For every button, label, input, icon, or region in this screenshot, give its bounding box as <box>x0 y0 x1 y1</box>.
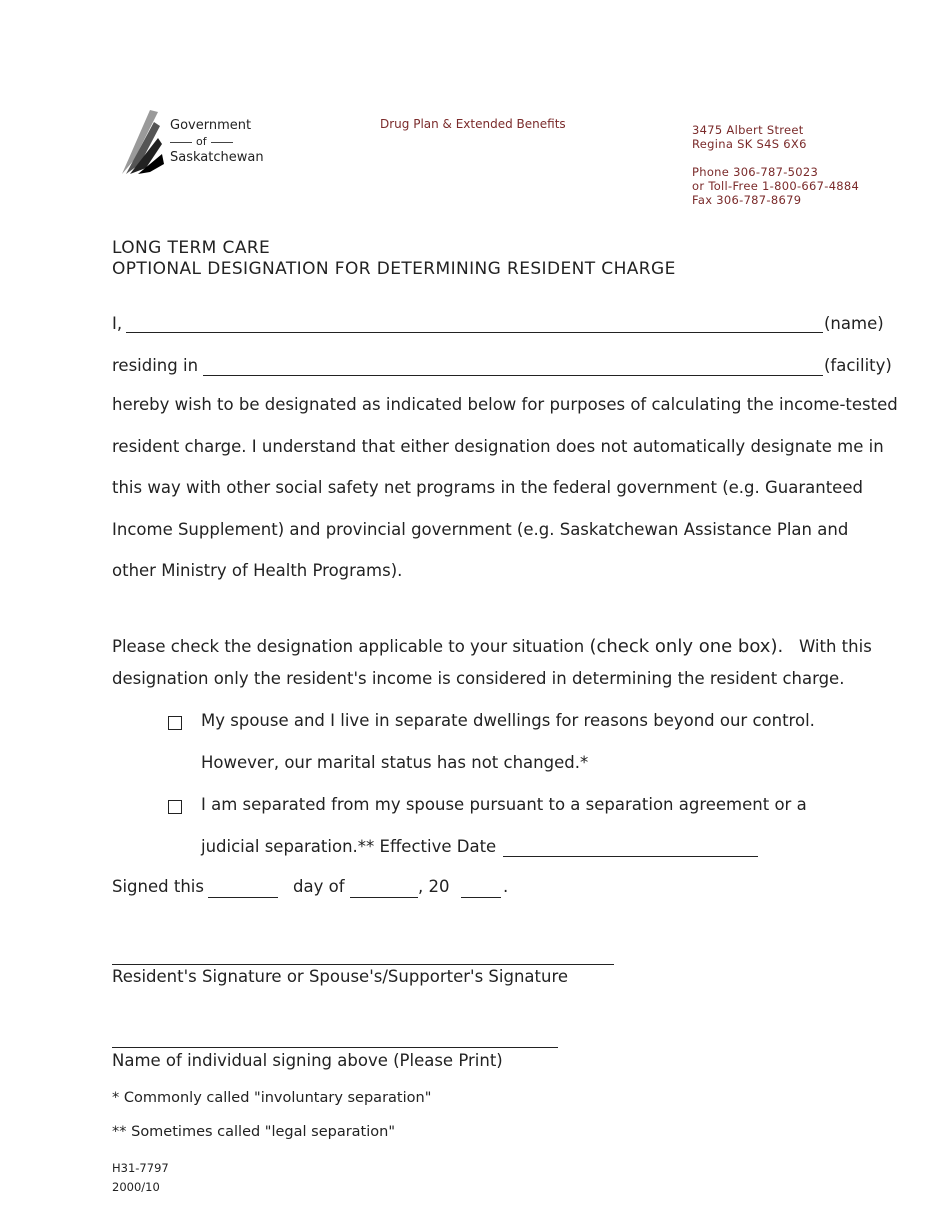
designation-paragraph <box>112 384 902 592</box>
option-1-line-1: My spouse and I live in separate dwellings for reasons beyond our control. <box>201 711 815 730</box>
instruction-part-3: With this <box>798 637 872 656</box>
instruction-line-2: designation only the resident's income is considered in determining the resident charge. <box>112 669 845 688</box>
paragraph-line-2: resident charge. I understand that either designation does not automatically designate me in <box>112 436 884 456</box>
instruction-paragraph <box>112 631 902 695</box>
facility-suffix: (facility) <box>824 356 892 375</box>
facility-input-line[interactable] <box>203 375 823 376</box>
form-title <box>112 238 676 280</box>
footnote-2: ** Sometimes called "legal separation" <box>112 1124 396 1140</box>
instruction-part-2: (check only one box). <box>589 636 784 657</box>
signed-month-input-line[interactable] <box>350 897 418 898</box>
signature-input-line[interactable] <box>112 964 614 965</box>
facility-prefix: residing in <box>112 356 199 375</box>
signed-day-input-line[interactable] <box>208 897 278 898</box>
option-1-checkbox[interactable] <box>168 716 182 730</box>
form-title-line-2: OPTIONAL DESIGNATION FOR DETERMINING RESIDENT CHARGE <box>112 259 676 279</box>
form-date: 2000/10 <box>112 1180 160 1194</box>
address-street: 3475 Albert Street <box>692 123 804 137</box>
option-1-line-2: However, our marital status has not changed.* <box>201 753 589 772</box>
address-city: Regina SK S4S 6X6 <box>692 137 807 151</box>
form-code-block <box>112 1159 169 1197</box>
option-2-line-2: judicial separation.** Effective Date <box>201 837 497 856</box>
instruction-part-1: Please check the designation applicable to your situation <box>112 637 585 656</box>
footnote-1: * Commonly called "involuntary separation" <box>112 1090 432 1106</box>
address-tollfree: or Toll-Free 1-800-667-4884 <box>692 179 860 193</box>
paragraph-line-5: other Ministry of Health Programs). <box>112 561 403 580</box>
signed-period: . <box>503 877 509 896</box>
name-input-line[interactable] <box>126 332 823 333</box>
logo-line-2: of <box>196 135 207 148</box>
logo-rule-left <box>170 142 192 143</box>
signed-this-label: Signed this <box>112 877 204 896</box>
option-1-text <box>201 700 881 784</box>
form-title-line-1: LONG TERM CARE <box>112 238 271 258</box>
option-2-checkbox[interactable] <box>168 800 182 814</box>
wheat-sheaf-logo-icon <box>120 108 170 176</box>
option-2-line-1: I am separated from my spouse pursuant to a separation agreement or a <box>201 795 807 814</box>
logo-of-row <box>170 134 264 150</box>
address-gap <box>692 151 859 165</box>
name-prefix: I, <box>112 314 123 333</box>
form-code: H31-7797 <box>112 1161 169 1175</box>
day-of-label: day of <box>293 877 345 896</box>
paragraph-line-3: this way with other social safety net programs in the federal government (e.g. Guaranteed <box>112 478 863 497</box>
paragraph-line-1: hereby wish to be designated as indicated below for purposes of calculating the income-tested <box>112 395 898 414</box>
logo-line-1: Government <box>170 118 252 133</box>
department-name: Drug Plan & Extended Benefits <box>380 117 566 131</box>
effective-date-input-line[interactable] <box>503 856 758 857</box>
address-fax: Fax 306-787-8679 <box>692 193 802 207</box>
paragraph-line-4: Income Supplement) and provincial government (e.g. Saskatchewan Assistance Plan and <box>112 519 849 539</box>
signed-year-input-line[interactable] <box>461 897 501 898</box>
logo-line-3: Saskatchewan <box>170 150 264 165</box>
logo-text <box>170 118 264 166</box>
name-suffix: (name) <box>824 314 884 333</box>
print-name-input-line[interactable] <box>112 1047 558 1048</box>
name-row <box>112 314 122 333</box>
address-phone: Phone 306-787-5023 <box>692 165 819 179</box>
print-name-label: Name of individual signing above (Please Print) <box>112 1051 503 1070</box>
year-prefix-label: , 20 <box>418 877 450 896</box>
signature-label: Resident's Signature or Spouse's/Supporter's Signature <box>112 967 569 986</box>
address-block <box>692 123 859 207</box>
instruction-line-1 <box>112 631 902 663</box>
logo-rule-right <box>211 142 233 143</box>
